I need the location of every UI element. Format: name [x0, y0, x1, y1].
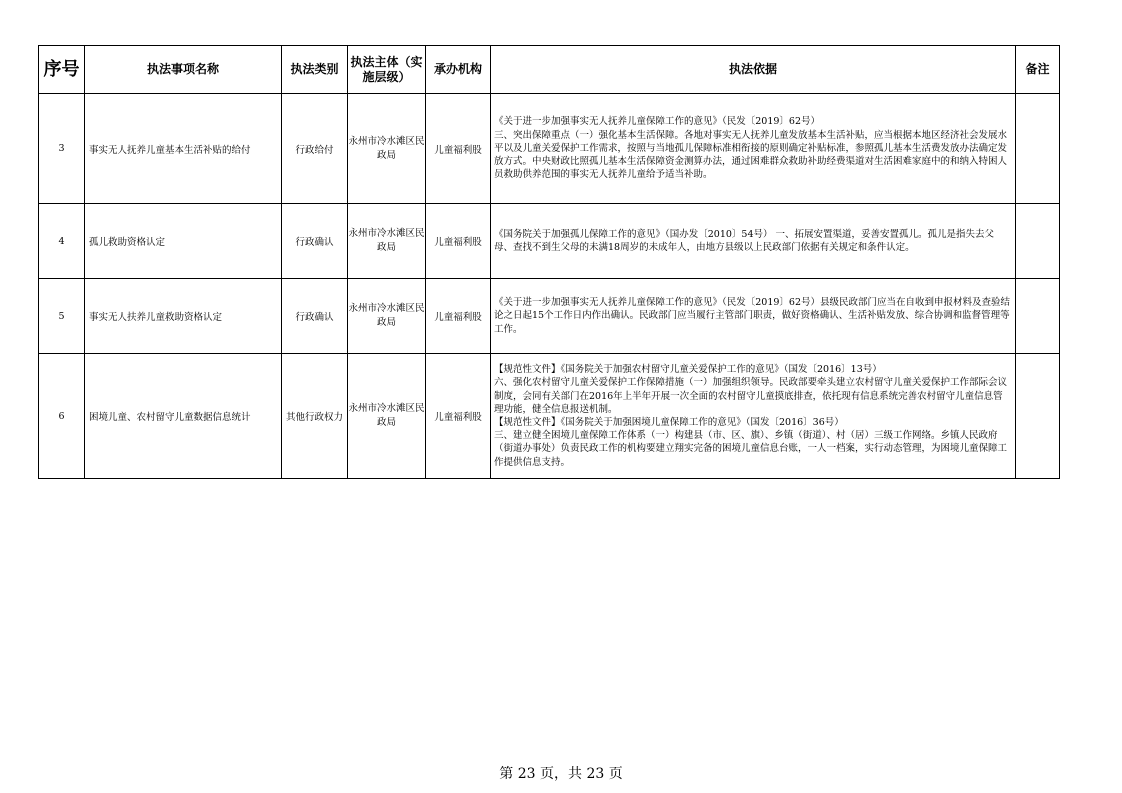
header-type: 执法类别 — [282, 46, 348, 94]
table-row — [39, 204, 1060, 279]
row-type: 行政确认 — [282, 279, 348, 354]
row-note — [1016, 94, 1060, 204]
table-row — [39, 354, 1060, 479]
row-org: 儿童福利股 — [426, 204, 491, 279]
basis-line: 【规范性文件】《国务院关于加强农村留守儿童关爱保护工作的意见》（国发〔2016〕13号） — [494, 364, 882, 376]
row-seq: 5 — [39, 279, 85, 354]
row-seq: 3 — [39, 94, 85, 204]
row-type: 行政给付 — [282, 94, 348, 204]
basis-line: 【规范性文件】《国务院关于加强困境儿童保障工作的意见》（国发〔2016〕36号） — [494, 417, 844, 428]
row-subject: 永州市冷水滩区民政局 — [348, 354, 426, 479]
enforcement-table — [38, 45, 1060, 479]
header-seq: 序号 — [39, 46, 85, 94]
row-name: 孤儿救助资格认定 — [85, 204, 282, 279]
row-subject: 永州市冷水滩区民政局 — [348, 94, 426, 204]
table-row — [39, 279, 1060, 354]
row-org: 儿童福利股 — [426, 279, 491, 354]
header-subject: 执法主体（实施层级） — [348, 46, 426, 94]
basis-line: 《国务院关于加强孤儿保障工作的意见》（国办发〔2010〕54号） 一、拓展安置渠道，妥善安置孤儿。孤儿是指失去父母、查找不到生父母的未满18周岁的未成年人，由地方县级以上民政部门依据有关规定和条件认定。 — [494, 228, 995, 253]
row-type: 其他行政权力 — [282, 354, 348, 479]
basis-line: 《关于进一步加强事实无人抚养儿童保障工作的意见》（民发〔2019〕62号）县级民政部门应当在自收到申报材料及查验结论之日起15个工作日内作出确认。民政部门应当履行主管部门职责，做好资格确认、生活补贴发放、综合协调和监督管理等工作。 — [494, 297, 1011, 335]
row-basis — [491, 94, 1016, 204]
row-org: 儿童福利股 — [426, 94, 491, 204]
row-subject: 永州市冷水滩区民政局 — [348, 204, 426, 279]
page-footer: 第 23 页，共 23 页 — [499, 766, 623, 782]
row-subject: 永州市冷水滩区民政局 — [348, 279, 426, 354]
basis-line: 六、强化农村留守儿童关爱保护工作保障措施（一）加强组织领导。民政部要牵头建立农村留守儿童关爱保护工作部际会议制度，会同有关部门在2016年上半年开展一次全面的农村留守儿童摸底排查，依托现有信息系统完善农村留守儿童信息管理功能，健全信息报送机制。 — [494, 377, 1008, 415]
basis-line: 三、建立健全困境儿童保障工作体系（一）构建县（市、区、旗）、乡镇（街道）、村（居）三级工作网络。乡镇人民政府（街道办事处）负责民政工作的机构要建立翔实完备的困境儿童信息台账，一人一档案，实行动态管理，为困境儿童保障工作提供信息支持。 — [494, 430, 1008, 468]
header-note: 备注 — [1016, 46, 1060, 94]
row-note — [1016, 204, 1060, 279]
header-row — [39, 46, 1060, 94]
header-org: 承办机构 — [426, 46, 491, 94]
row-basis — [491, 204, 1016, 279]
row-note — [1016, 354, 1060, 479]
header-basis: 执法依据 — [491, 46, 1016, 94]
row-seq: 4 — [39, 204, 85, 279]
row-basis — [491, 354, 1016, 479]
row-name: 事实无人抚养儿童基本生活补贴的给付 — [85, 94, 282, 204]
table-row — [39, 94, 1060, 204]
row-type: 行政确认 — [282, 204, 348, 279]
row-name: 事实无人扶养儿童救助资格认定 — [85, 279, 282, 354]
row-name: 困境儿童、农村留守儿童数据信息统计 — [85, 354, 282, 479]
row-note — [1016, 279, 1060, 354]
header-name: 执法事项名称 — [85, 46, 282, 94]
row-org: 儿童福利股 — [426, 354, 491, 479]
row-seq: 6 — [39, 354, 85, 479]
basis-line: 三、突出保障重点（一）强化基本生活保障。各地对事实无人抚养儿童发放基本生活补贴，应当根据本地区经济社会发展水平以及儿童关爱保护工作需求，按照与当地孤儿保障标准相衔接的原则确定补贴标准，参照孤儿基本生活费发放办法确定发放方式。中央财政比照孤儿基本生活保障资金测算办法，通过困难群众救助补助经费渠道对生活困难家庭中的和纳入特困人员救助供养范围的事实无人抚养儿童给予适当补助。 — [494, 129, 1008, 181]
row-basis — [491, 279, 1016, 354]
basis-line: 《关于进一步加强事实无人抚养儿童保障工作的意见》（民发〔2019〕62号） — [494, 116, 821, 128]
